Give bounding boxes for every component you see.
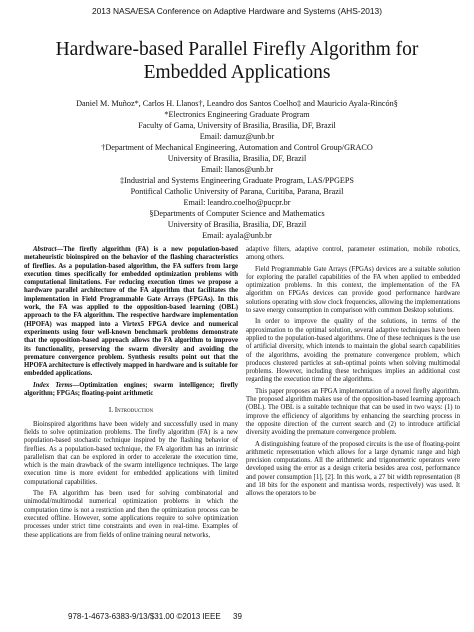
abstract-text: —The firefly algorithm (FA) is a new population-based metaheuristic bioinspired on the behavior of the flashing characteristics of fireflies. As a population-based algorithm, the FA suffers from large execution times specifically for embedded optimization problems with computational limitations. For reducing execution times we propose a hardware parallel architecture of the FA algorithm that facilitates the implementation in Field Programmable Gate Arrays (FPGAs). In this work, the FA was applied to the opposition-based learning (OBL) approach to the FA algorithm. The respective hardware implementation (HPOFA) was mapped into a Virtex5 FPGA device and numerical experiments using four well-known benchmark problems demonstrate that the opposition-based approach allows the FA algorithm to improve its functionality, preserving the swarm diversity and avoiding the premature convergence problem. Synthesis results point out that the HPOFA architecture is effectively mapped in hardware and is suitable for embedded applications.	[24, 246, 238, 378]
section-heading: I. Introduction	[108, 406, 154, 415]
body-paragraph: adaptive filters, adaptive control, parameter estimation, mobile robotics, among others.	[246, 246, 460, 262]
paper-title	[40, 38, 434, 84]
affiliation-line: Faculty of Gama, University of Brasilia, Brasilia, DF, Brazil	[138, 121, 336, 130]
left-column	[24, 246, 238, 543]
author-email: Email: damuz@unb.br	[199, 132, 275, 141]
author-block	[20, 98, 454, 241]
page-number: 39	[233, 612, 242, 621]
author-email: Email: llanos@unb.br	[200, 165, 274, 174]
body-paragraph: The FA algorithm has been used for solving combinatorial and unimodal/multimodal numerical optimization problems in which the computation time is not a restriction and then the optimization process can be executed offline. However, some applications require to solve optimization processes under strict time constraints and even in real-time. Examples of these applications are from fields of online training neural networks,	[24, 490, 238, 539]
body-paragraph: In order to improve the quality of the solutions, in terms of the approximation to the optimal solution, several adaptive techniques have been applied to the population-based algorithms. One of these techniques is the use of artificial diversity, which intends to maintain the global search capabilities of the algorithms, avoiding the premature convergence problem, which produces clustered particles at sub-optimal points when solving multimodal problems. However, including these techniques implies an additional cost regarding the execution time of the algorithms.	[246, 318, 460, 384]
abstract	[24, 246, 238, 379]
author-names: Daniel M. Muñoz*, Carlos H. Llanos†, Leandro dos Santos Coelho‡ and Mauricio Ayala-Rincón§	[76, 99, 398, 108]
body-paragraph: A distinguishing feature of the proposed circuits is the use of floating-point arithmetic representation which allows for a large dynamic range and high precision computations. All the arithmetic and trigonometric operators were developed using the error as a design criteria besides area cost, performance and power consumption [1], [2]. In this work, a 27 bit width representation (8 and 18 bits for the exponent and mantissa words, respectively) was used. It allows the operators to be	[246, 440, 460, 498]
author-email: Email: leandro.coelho@pucpr.br	[183, 198, 291, 207]
index-terms	[24, 382, 238, 399]
copyright-footer: 978-1-4673-6383-9/13/$31.00 ©2013 IEEE	[68, 612, 221, 621]
abstract-label: Abstract	[33, 246, 57, 253]
author-email: Email: ayala@unb.br	[202, 231, 272, 240]
body-paragraph: Field Programmable Gate Arrays (FPGAs) devices are a suitable solution for exploring the parallel capabilities of the FA when applied to embedded optimization problems. In this context, the implementation of the FA algorithm on FPGAs devices can provide good performance hardware solutions operating with slow clock frequencies, allowing the implementations to save energy consumption in comparison with common Desktop solutions.	[246, 265, 460, 315]
affiliation-line: †Department of Mechanical Engineering, Automation and Control Group/GRACO	[101, 143, 373, 152]
title-line-2: Embedded Applications	[143, 62, 331, 83]
affiliation-line: ‡Industrial and Systems Engineering Graduate Program, LAS/PPGEPS	[119, 176, 354, 185]
body-paragraph: Bioinspired algorithms have been widely and successfully used in many fields to solve optimization problems. The firefly algorithm (FA) is a new population-based stochastic technique inspired by the flashing behavior of fireflies. As a population-based technique, the FA algorithm has an intrinsic parallelism that can be explored in order to accelerate the execution time, which is the main drawback of the swarm intelligence techniques. The large execution time is more evident for embedded applications with limited computational capabilities.	[24, 420, 238, 486]
index-terms-text: —Optimization engines; swarm intelligence; firefly algorithm; FPGAs; floating-point arithmetic	[24, 381, 239, 398]
right-column	[246, 246, 460, 502]
affiliation-line: Pontifical Catholic University of Parana, Curitiba, Parana, Brazil	[130, 187, 344, 196]
title-line-1: Hardware-based Parallel Firefly Algorithm for	[55, 39, 419, 60]
affiliation-line: University of Brasilia, Brasilia, DF, Brazil	[167, 220, 307, 229]
affiliation-line: University of Brasilia, Brasilia, DF, Brazil	[167, 154, 307, 163]
affiliation-line: *Electronics Engineering Graduate Program	[164, 110, 310, 119]
conference-header: 2013 NASA/ESA Conference on Adaptive Hardware and Systems (AHS-2013)	[91, 6, 383, 16]
body-paragraph: This paper proposes an FPGA implementation of a novel firefly algorithm. The proposed algorithm makes use of the opposition-based learning approach (OBL). The OBL is a suitable technique that can be used in two ways: (1) to improve the efficiency of algorithms by enhancing the searching process in the opposite direction of the current search and (2) to introduce artificial diversity avoiding the premature convergence problem.	[246, 387, 460, 437]
affiliation-line: §Departments of Computer Science and Mathematics	[149, 209, 325, 218]
index-terms-label: Index Terms	[33, 381, 73, 389]
